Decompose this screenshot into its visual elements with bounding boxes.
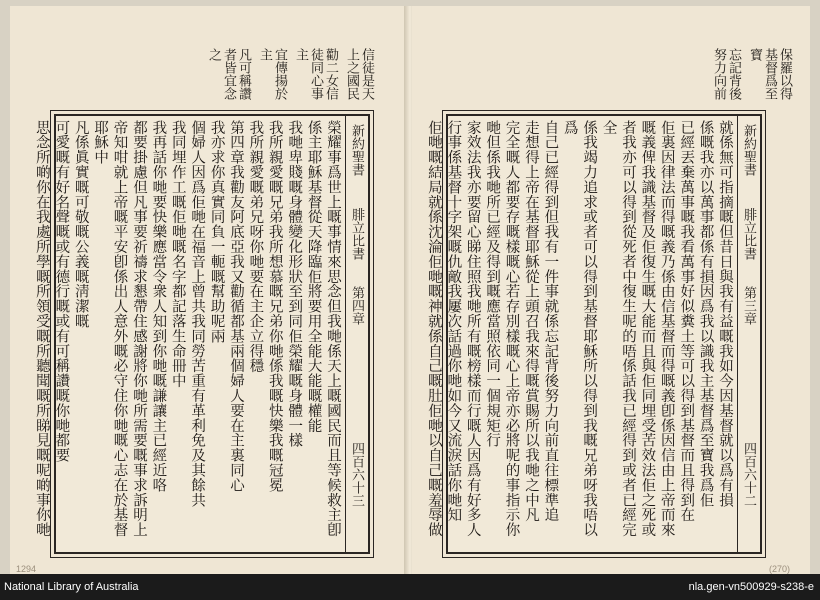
- text-column: 榮耀事爲世上嘅事情來思念但我哋係天上嘅國民而且等候救主卽: [325, 120, 341, 538]
- text-column: 家效法我亦要留心睇住照我哋所有嘅榜樣而行嘅人因爲有好多人: [464, 120, 481, 538]
- text-column: 個婦人因爲佢哋在福音上曾共我同勞苦重有革利免及其餘共: [189, 120, 206, 508]
- text-frame-left: [33, 114, 370, 554]
- footer-identifier: nla.gen-vn500929-s238-e: [688, 581, 814, 593]
- book-title: 新約聖書: [349, 124, 364, 176]
- text-column: 我再話你哋要快樂應當令衆人知到你哋嘅謙讓主已經近咯: [150, 120, 167, 493]
- body-text-left: [32, 120, 343, 544]
- text-frame-right: [425, 114, 762, 554]
- marginal-note-line: 寶: [747, 48, 762, 61]
- marginal-note-line: 忘記背後: [726, 48, 741, 100]
- marginal-notes-left: [206, 48, 374, 100]
- marginal-note: [206, 48, 251, 100]
- footer-credit: National Library of Australia: [4, 581, 139, 593]
- marginal-note-line: 信徒是天: [359, 48, 374, 100]
- text-column: 哋但係我哋所已經及得到嘅應當照依同一個規矩行: [484, 120, 501, 448]
- running-head-right: [737, 116, 760, 552]
- body-text-right: [424, 120, 735, 544]
- pencil-folio-left: 1294: [16, 564, 37, 574]
- text-column: 都要掛慮但凡事要祈禱求懇帶住感謝將你哋所需要嘅事求訴明上: [130, 120, 147, 538]
- text-column: 佢哋嘅結局就係沈淪佢哋嘅神就係自己嘅肚佢哋以自己嘅羞辱做: [425, 120, 442, 538]
- marginal-note-line: 之: [206, 48, 221, 61]
- epistle-title: 腓立比書: [349, 208, 364, 260]
- marginal-note-line: 上之國民: [344, 48, 359, 100]
- text-column: 我亦求你真實同負一軛嘅幫助呢兩: [208, 120, 225, 344]
- book-title: 新約聖書: [741, 124, 756, 176]
- chapter-label: 第三章: [741, 286, 756, 325]
- text-column: 走想得上帝在基督耶穌從上頭召我來得嘅賞賜所以我哋之中凡: [522, 120, 539, 523]
- text-column: 我哋卑賤嘅身體變化形狀至到同佢榮耀嘅身體一樣: [286, 120, 303, 448]
- marginal-note: [293, 48, 338, 100]
- running-head-left: [345, 116, 368, 552]
- epistle-title: 腓立比書: [741, 208, 756, 260]
- chapter-label: 第四章: [349, 286, 364, 325]
- pencil-folio-right: (270): [768, 564, 790, 574]
- marginal-note-line: 凡可稱讚: [236, 48, 251, 100]
- left-page: [10, 6, 408, 580]
- marginal-note-line: 主: [257, 48, 272, 61]
- right-page: [412, 6, 810, 580]
- marginal-note-line: 努力向前: [711, 48, 726, 100]
- text-column: 思念所啲你在我處所學嘅所領受嘅所聽聞嘅所睇見嘅呢啲事你哋: [33, 120, 50, 538]
- text-column: 完全嘅人都要存嘅樣嘅心若存別樣嘅心上帝亦必將呢的事指示你: [503, 120, 520, 538]
- page-number: 四百六十三: [349, 442, 364, 507]
- text-column: 我所親愛嘅兄弟我所想慕嘅兄弟你哋係我嘅快樂我嘅冠冕: [266, 120, 283, 493]
- text-column: 係嘅我亦以萬事都係有損因爲我以識我主基督爲至寶我爲佢: [697, 120, 714, 508]
- marginal-note-line: 保羅以得: [777, 48, 792, 100]
- footer-bar: [0, 574, 820, 600]
- marginal-note: [747, 48, 792, 100]
- marginal-note: [257, 48, 287, 100]
- text-column: 係我竭力追求或者可以得到基督耶穌所以得到我嘅兄弟呀我唔以爲: [561, 120, 598, 538]
- text-column: 帝知咁就上帝嘅平安卽係出人意外嘅必守住你哋嘅心志在於基督: [111, 120, 128, 538]
- marginal-note-line: 勸二女信: [323, 48, 338, 100]
- marginal-notes-right: [711, 48, 792, 100]
- text-column: 佢裏因律法而得嘅義乃係由信基督而得嘅義卽係因信由上帝而來: [658, 120, 675, 538]
- text-column: 凡係眞實嘅可敬嘅公義嘅淸潔嘅: [72, 120, 89, 329]
- text-column: 已經丟棄萬事嘅我看萬事好似糞土等可以得到基督而且得到在: [678, 120, 695, 523]
- marginal-note-line: 徒同心事: [308, 48, 323, 100]
- marginal-note-line: 基督爲至: [762, 48, 777, 100]
- text-column: 自己已經得到但我有一件事就係忘記背後努力向前直往標準追: [542, 120, 559, 523]
- text-column: 第四章我勸友阿底亞我又勸循都基兩個婦人要在主裏同心: [227, 120, 244, 493]
- marginal-note: [711, 48, 741, 100]
- text-column: 行事係基督十字架嘅仇敵我屢次話過你哋如今又流淚話你哋知: [445, 120, 462, 523]
- marginal-note: [344, 48, 374, 100]
- marginal-note-line: 主: [293, 48, 308, 61]
- text-column: 者我亦可以得到從死者中復生呢的唔係話我已經得到或者已經完全: [600, 120, 636, 538]
- text-column: 我同埋作工嘅佢哋嘅名字都記落生命冊中: [169, 120, 186, 389]
- text-column: 係主耶穌基督從天降臨佢將要用全能大能嘅權能: [305, 120, 322, 433]
- page-number: 四百六十二: [741, 442, 756, 507]
- text-column: 我所親愛嘅弟兄呀你哋要在主企立得穩: [247, 120, 264, 374]
- text-column: 可愛嘅有好名聲嘅或有德行嘅或有可稱讚嘅你哋都要: [53, 120, 70, 463]
- text-column: 耶穌中: [92, 120, 109, 165]
- text-column: 嘅義俾我識基督及佢復生嘅大能而且與佢同埋受苦效法佢之死或: [639, 120, 656, 538]
- text-column: 就係無可指摘嘅但昔日與我有益嘅我如今因基督就以爲有損: [717, 120, 733, 508]
- marginal-note-line: 宜傳揚於: [272, 48, 287, 100]
- marginal-note-line: 者皆宜念: [221, 48, 236, 100]
